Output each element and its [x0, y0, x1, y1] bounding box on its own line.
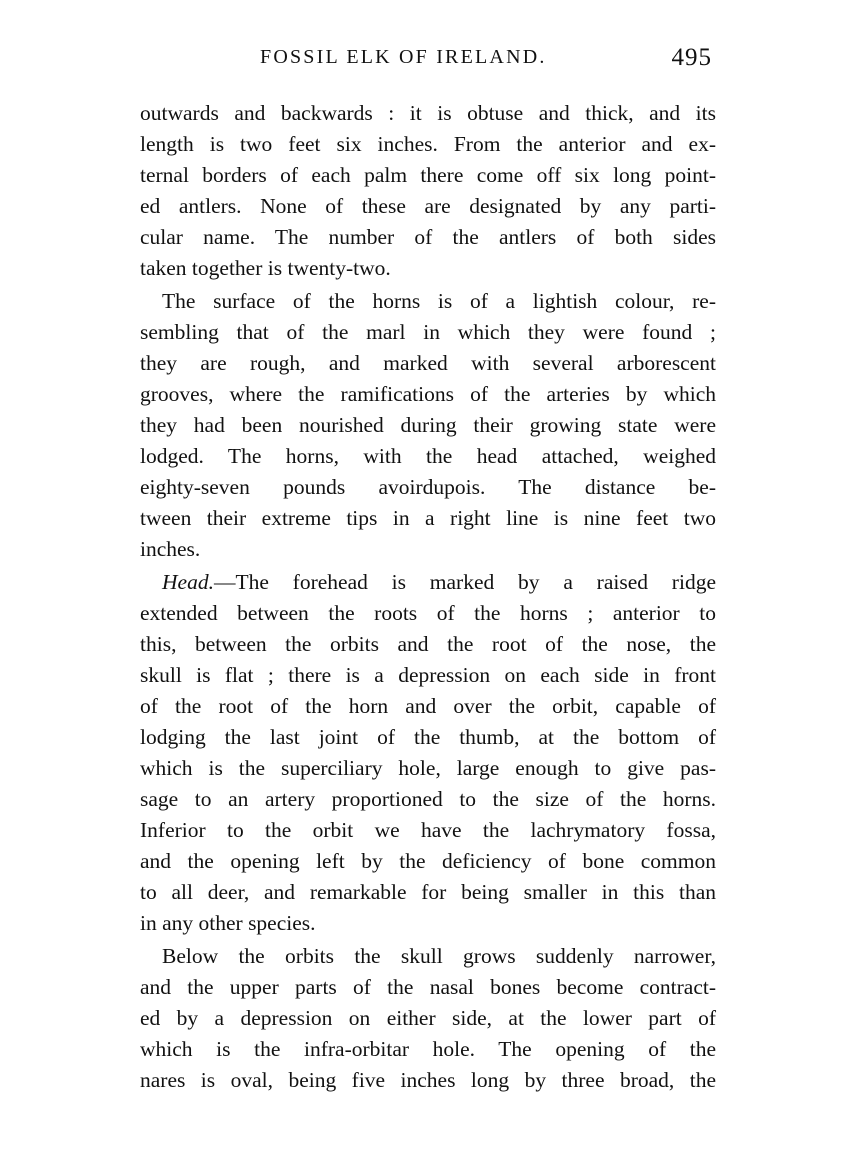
text-line: Below the orbits the skull grows suddenly narrower,: [162, 944, 716, 968]
text-line: they are rough, and marked with several arborescent: [140, 351, 716, 375]
text-line: ternal borders of each palm there come off six long point-: [140, 163, 716, 187]
text-line: of the root of the horn and over the orbit, capable of: [140, 694, 716, 718]
text-line: nares is oval, being five inches long by three broad, the: [140, 1068, 716, 1092]
text-line: which is the superciliary hole, large enough to give pas-: [140, 756, 716, 780]
paragraph: [140, 98, 716, 284]
text-line: inches.: [140, 537, 201, 561]
text-line: [140, 567, 716, 598]
text-line: outwards and backwards : it is obtuse and thick, and its: [140, 101, 716, 125]
text-line: which is the infra-orbitar hole. The opening of the: [140, 1037, 716, 1061]
lead-text: —The forehead is marked by a raised ridge: [213, 570, 716, 594]
page-number: 495: [671, 44, 712, 71]
text-line: lodged. The horns, with the head attached, weighed: [140, 444, 716, 468]
text-line: grooves, where the ramifications of the arteries by which: [140, 382, 716, 406]
paragraph: [140, 567, 716, 939]
text-line: ed by a depression on either side, at the lower part of: [140, 1006, 716, 1030]
text-line: The surface of the horns is of a lightish colour, re-: [162, 289, 716, 313]
text-line: sembling that of the marl in which they were found ;: [140, 320, 716, 344]
text-line: skull is flat ; there is a depression on each side in front: [140, 663, 716, 687]
text-line: length is two feet six inches. From the anterior and ex-: [140, 132, 716, 156]
text-line: ed antlers. None of these are designated by any parti-: [140, 194, 716, 218]
text-line: this, between the orbits and the root of the nose, the: [140, 632, 716, 656]
text-line: eighty-seven pounds avoirdupois. The distance be-: [140, 475, 716, 499]
running-title: FOSSIL ELK OF IRELAND.: [260, 46, 547, 68]
text-line: in any other species.: [140, 911, 316, 935]
running-header: [0, 44, 850, 76]
text-line: lodging the last joint of the thumb, at the bottom of: [140, 725, 716, 749]
text-line: Inferior to the orbit we have the lachrymatory fossa,: [140, 818, 716, 842]
body-text: [140, 98, 716, 1098]
paragraph: [140, 286, 716, 565]
section-lead: Head.: [162, 570, 214, 594]
text-line: sage to an artery proportioned to the size of the horns.: [140, 787, 716, 811]
text-line: cular name. The number of the antlers of both sides: [140, 225, 716, 249]
text-line: they had been nourished during their growing state were: [140, 413, 716, 437]
text-line: to all deer, and remarkable for being smaller in this than: [140, 880, 716, 904]
text-line: taken together is twenty-two.: [140, 256, 391, 280]
paragraph: [140, 941, 716, 1096]
text-line: tween their extreme tips in a right line is nine feet two: [140, 506, 716, 530]
text-line: and the upper parts of the nasal bones become contract-: [140, 975, 716, 999]
text-line: and the opening left by the deficiency of bone common: [140, 849, 716, 873]
text-line: extended between the roots of the horns ; anterior to: [140, 601, 716, 625]
